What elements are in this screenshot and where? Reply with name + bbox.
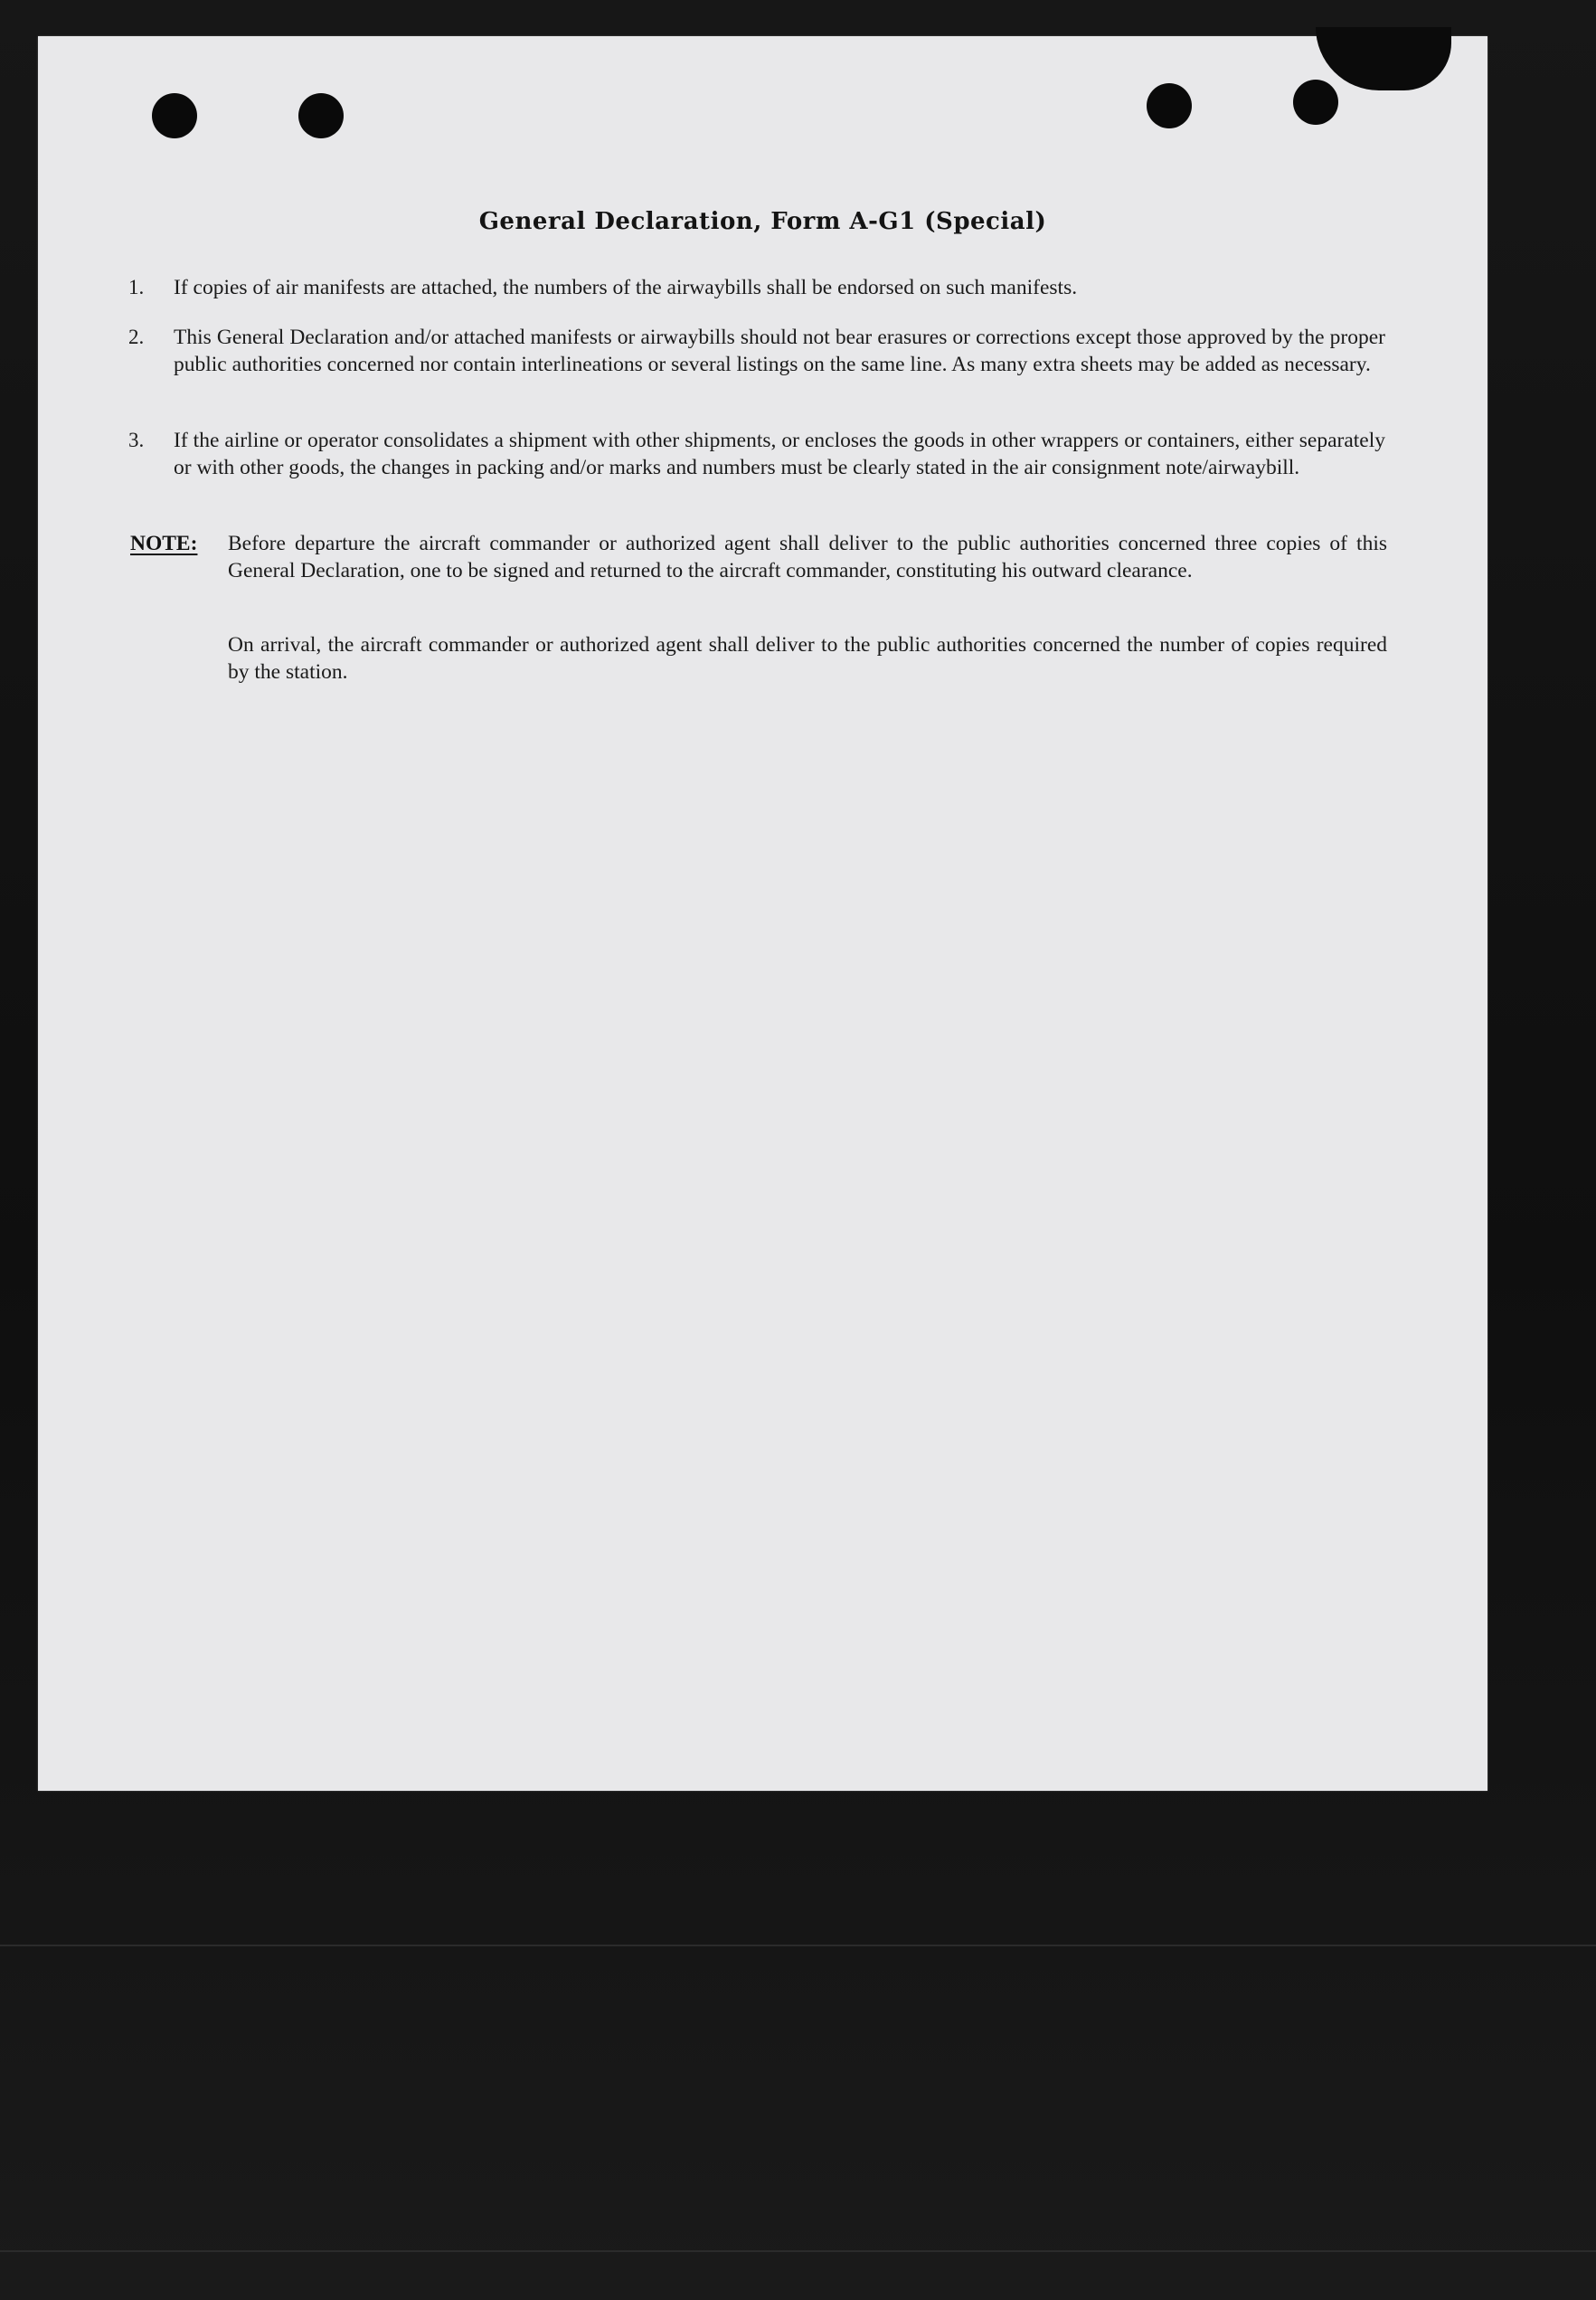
punch-hole <box>152 93 197 138</box>
punch-hole <box>298 93 344 138</box>
item-number: 1. <box>128 276 145 298</box>
film-scratch-line <box>0 2250 1596 2252</box>
punch-hole <box>1147 83 1192 128</box>
item-text: This General Declaration and/or attached manifests or airwaybills should not bear erasures or corrections except those approved by the proper public authorities concerned nor contain interlineations or several listings on the same line. As many extra sheets may be added as necessary. <box>174 326 1385 376</box>
note-label: NOTE: <box>130 532 198 555</box>
punch-hole <box>1293 80 1338 125</box>
torn-corner <box>1316 27 1451 90</box>
item-text: If copies of air manifests are attached, the numbers of the airwaybills shall be endorsed on such manifests. <box>174 276 1078 299</box>
item-number: 2. <box>128 326 145 348</box>
item-text: If the airline or operator consolidates a shipment with other shipments, or encloses the goods in other wrappers or containers, either separately or with other goods, the changes in packing and/or marks and numbers must be clearly stated in the air consignment note/airwaybill. <box>174 429 1385 479</box>
item-number: 3. <box>128 429 145 451</box>
document-title: General Declaration, Form A-G1 (Special) <box>478 208 1047 235</box>
note-paragraph: Before departure the aircraft commander or authorized agent shall deliver to the public authorities concerned three copies of this General Declaration, one to be signed and returned to the aircraft commander, constituting his outward clearance. <box>228 532 1387 582</box>
document-page <box>38 36 1487 1791</box>
film-scratch-line <box>0 1945 1596 1946</box>
note-paragraph: On arrival, the aircraft commander or authorized agent shall deliver to the public authorities concerned the number of copies required by the station. <box>228 633 1387 684</box>
